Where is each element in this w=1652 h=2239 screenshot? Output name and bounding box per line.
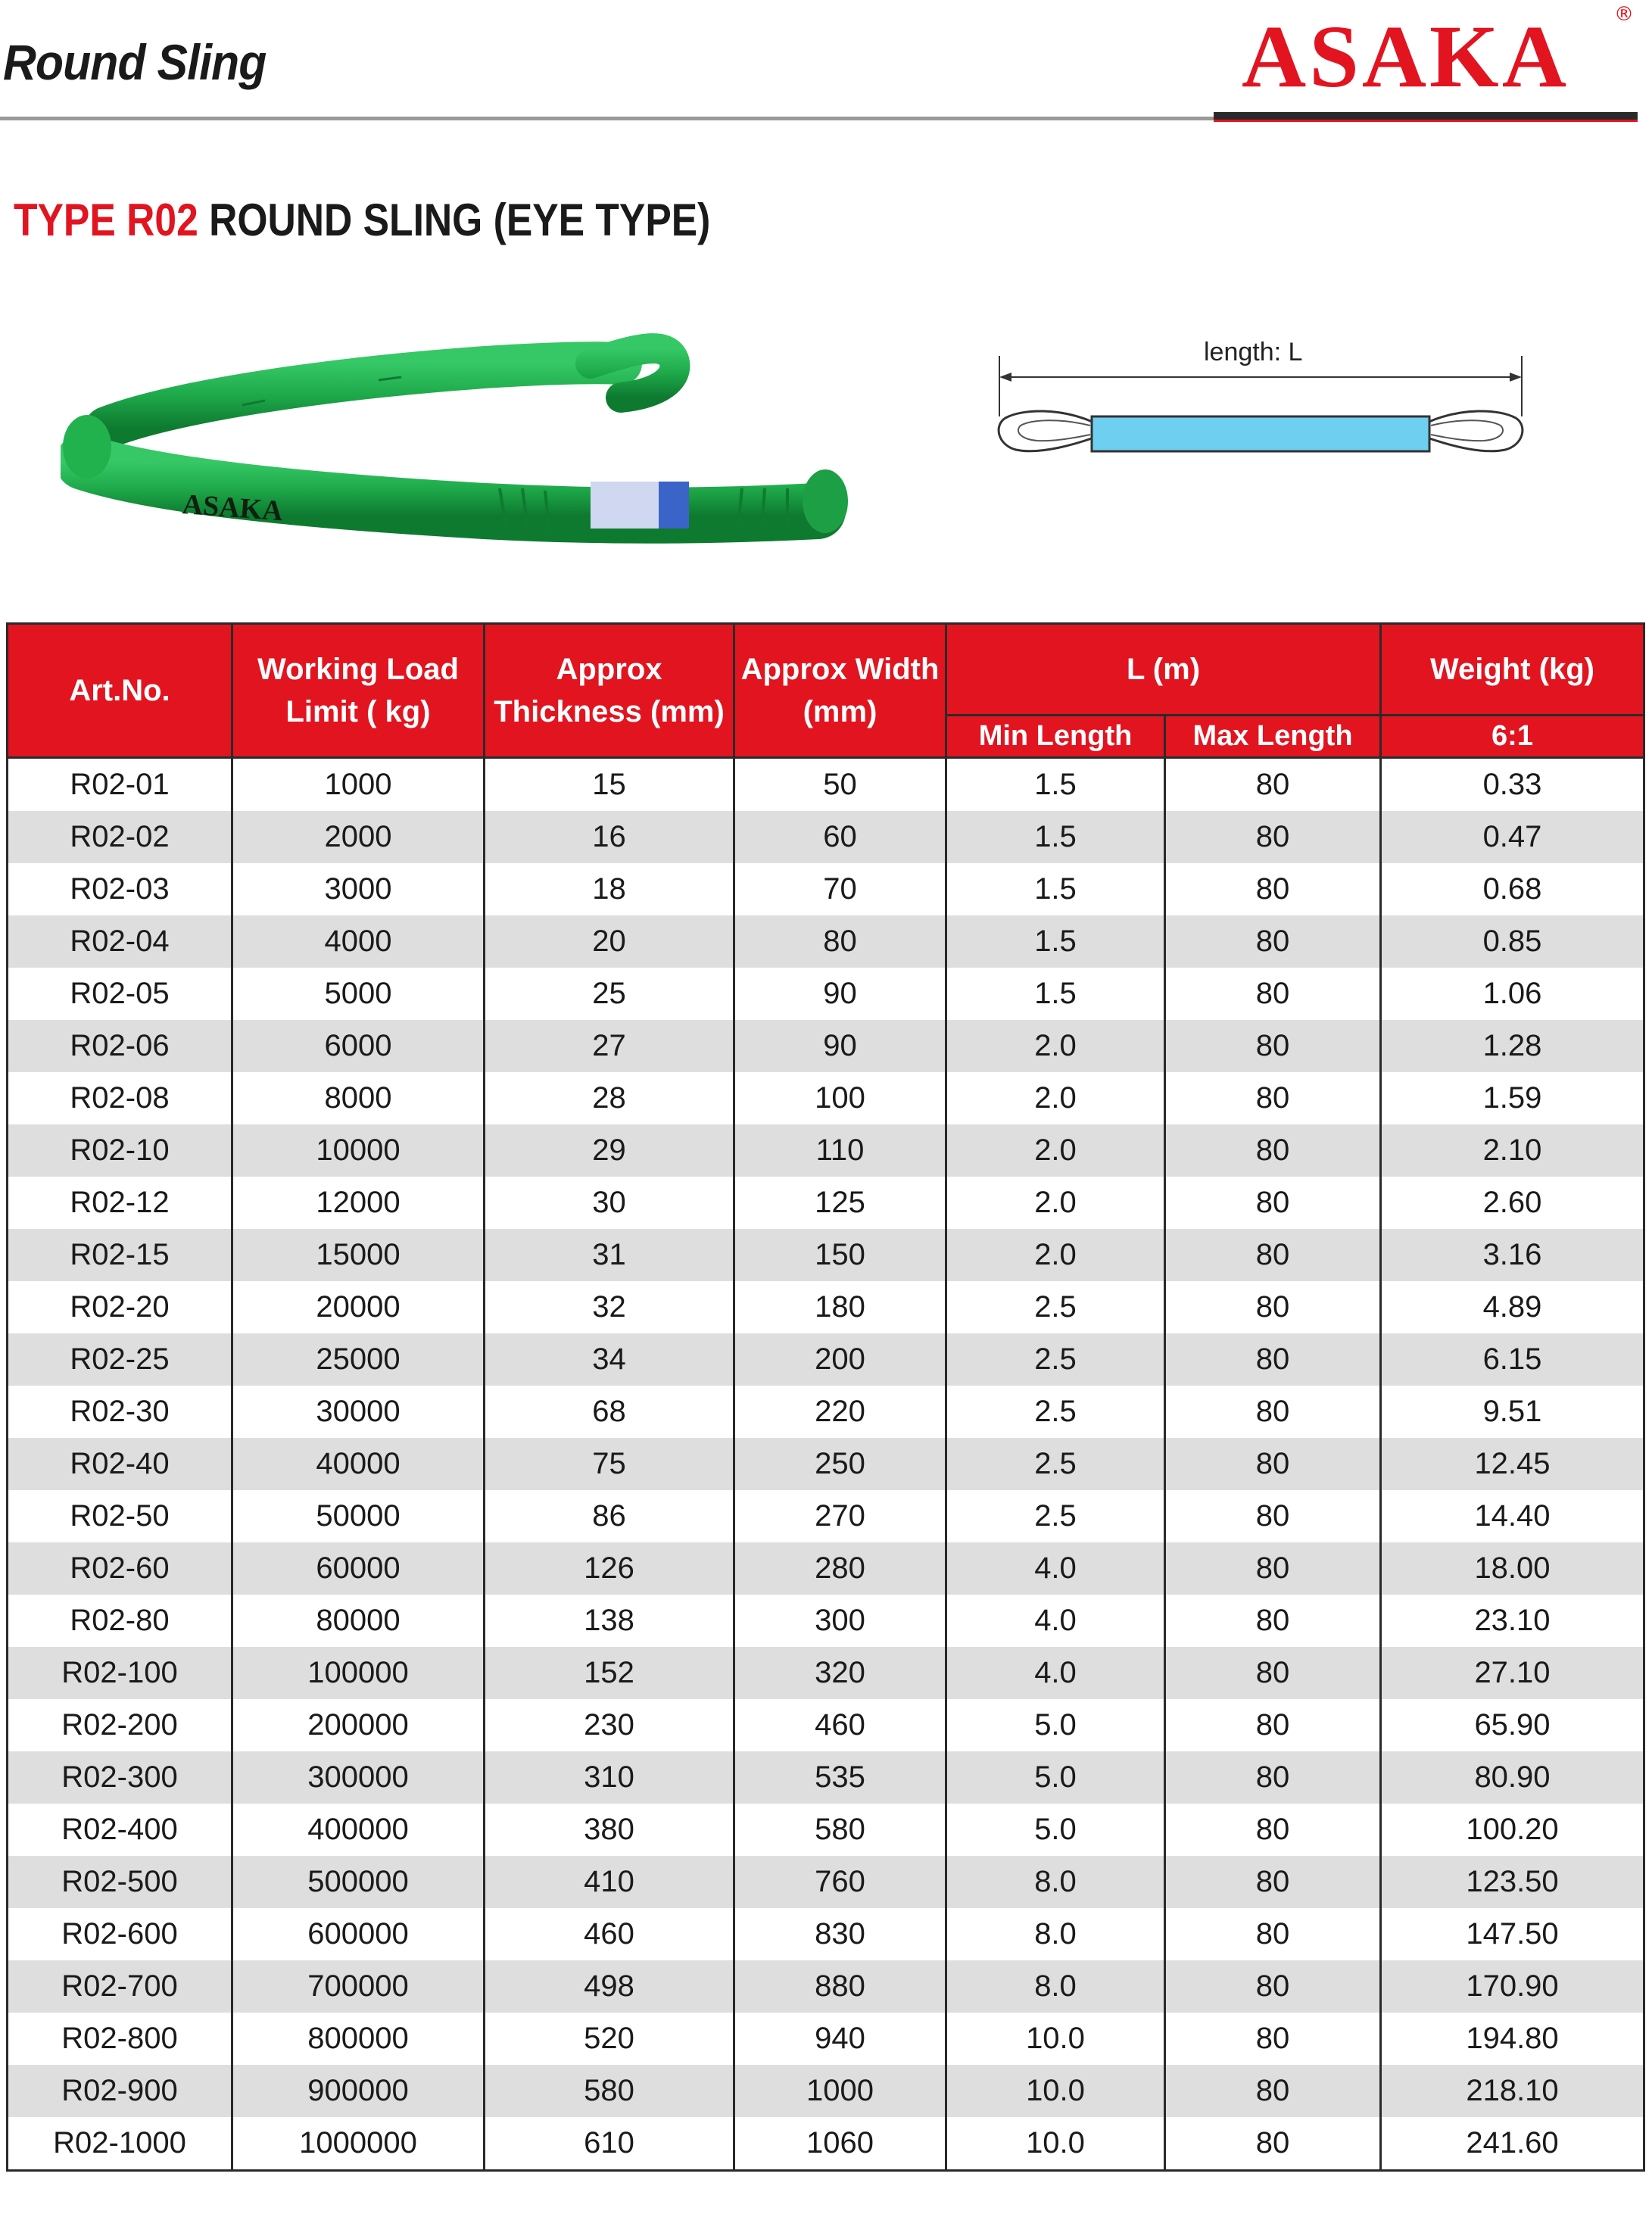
cell-max-length: 80 bbox=[1165, 2065, 1381, 2117]
table-row bbox=[8, 2117, 1644, 2171]
cell-min-length: 5.0 bbox=[946, 1751, 1165, 1804]
cell-art-no: R02-60 bbox=[8, 1542, 232, 1595]
cell-thickness: 31 bbox=[485, 1229, 734, 1281]
cell-thickness: 68 bbox=[485, 1386, 734, 1438]
header-width: Approx Width (mm) bbox=[734, 624, 946, 758]
header-length: L (m) bbox=[946, 624, 1381, 716]
cell-max-length: 80 bbox=[1165, 1751, 1381, 1804]
cell-width: 580 bbox=[734, 1804, 946, 1856]
table-row bbox=[8, 1124, 1644, 1177]
cell-wll: 400000 bbox=[232, 1804, 485, 1856]
header-max-length: Max Length bbox=[1165, 716, 1381, 758]
cell-thickness: 25 bbox=[485, 968, 734, 1020]
cell-max-length: 80 bbox=[1165, 1177, 1381, 1229]
cell-max-length: 80 bbox=[1165, 758, 1381, 812]
cell-art-no: R02-900 bbox=[8, 2065, 232, 2117]
cell-thickness: 86 bbox=[485, 1490, 734, 1542]
cell-min-length: 8.0 bbox=[946, 1856, 1165, 1908]
cell-thickness: 310 bbox=[485, 1751, 734, 1804]
table-row bbox=[8, 758, 1644, 812]
cell-max-length: 80 bbox=[1165, 1856, 1381, 1908]
cell-min-length: 2.0 bbox=[946, 1177, 1165, 1229]
cell-min-length: 5.0 bbox=[946, 1699, 1165, 1751]
registered-mark: ® bbox=[1614, 3, 1634, 26]
cell-wll: 100000 bbox=[232, 1647, 485, 1699]
cell-thickness: 29 bbox=[485, 1124, 734, 1177]
table-row bbox=[8, 1960, 1644, 2013]
cell-weight: 14.40 bbox=[1381, 1490, 1644, 1542]
cell-width: 150 bbox=[734, 1229, 946, 1281]
table-row bbox=[8, 1177, 1644, 1229]
type-title: ROUND SLING (EYE TYPE) bbox=[209, 195, 711, 245]
cell-width: 300 bbox=[734, 1595, 946, 1647]
header-art-no: Art.No. bbox=[8, 624, 232, 758]
cell-max-length: 80 bbox=[1165, 915, 1381, 968]
table-row bbox=[8, 2065, 1644, 2117]
cell-wll: 600000 bbox=[232, 1908, 485, 1960]
cell-thickness: 32 bbox=[485, 1281, 734, 1333]
cell-wll: 40000 bbox=[232, 1438, 485, 1490]
cell-weight: 194.80 bbox=[1381, 2013, 1644, 2065]
cell-weight: 27.10 bbox=[1381, 1647, 1644, 1699]
cell-thickness: 75 bbox=[485, 1438, 734, 1490]
header-rule bbox=[0, 117, 1214, 120]
cell-min-length: 2.5 bbox=[946, 1438, 1165, 1490]
table-row bbox=[8, 1020, 1644, 1072]
cell-wll: 15000 bbox=[232, 1229, 485, 1281]
cell-thickness: 498 bbox=[485, 1960, 734, 2013]
cell-min-length: 1.5 bbox=[946, 811, 1165, 863]
cell-wll: 700000 bbox=[232, 1960, 485, 2013]
table-row bbox=[8, 1699, 1644, 1751]
cell-width: 760 bbox=[734, 1856, 946, 1908]
cell-wll: 1000000 bbox=[232, 2117, 485, 2171]
header-min-length: Min Length bbox=[946, 716, 1165, 758]
cell-min-length: 1.5 bbox=[946, 758, 1165, 812]
cell-max-length: 80 bbox=[1165, 1699, 1381, 1751]
cell-width: 220 bbox=[734, 1386, 946, 1438]
cell-min-length: 4.0 bbox=[946, 1542, 1165, 1595]
cell-art-no: R02-50 bbox=[8, 1490, 232, 1542]
cell-thickness: 410 bbox=[485, 1856, 734, 1908]
cell-weight: 147.50 bbox=[1381, 1908, 1644, 1960]
table-row bbox=[8, 1908, 1644, 1960]
cell-weight: 0.85 bbox=[1381, 915, 1644, 968]
cell-art-no: R02-01 bbox=[8, 758, 232, 812]
header-ratio: 6:1 bbox=[1381, 716, 1644, 758]
cell-max-length: 80 bbox=[1165, 1072, 1381, 1124]
cell-weight: 123.50 bbox=[1381, 1856, 1644, 1908]
cell-thickness: 230 bbox=[485, 1699, 734, 1751]
cell-min-length: 2.5 bbox=[946, 1490, 1165, 1542]
cell-art-no: R02-20 bbox=[8, 1281, 232, 1333]
cell-thickness: 15 bbox=[485, 758, 734, 812]
cell-weight: 3.16 bbox=[1381, 1229, 1644, 1281]
cell-width: 180 bbox=[734, 1281, 946, 1333]
cell-art-no: R02-600 bbox=[8, 1908, 232, 1960]
cell-wll: 25000 bbox=[232, 1333, 485, 1386]
cell-thickness: 152 bbox=[485, 1647, 734, 1699]
cell-wll: 2000 bbox=[232, 811, 485, 863]
cell-thickness: 460 bbox=[485, 1908, 734, 1960]
cell-weight: 170.90 bbox=[1381, 1960, 1644, 2013]
cell-wll: 6000 bbox=[232, 1020, 485, 1072]
cell-thickness: 610 bbox=[485, 2117, 734, 2171]
table-row bbox=[8, 1595, 1644, 1647]
table-row bbox=[8, 1281, 1644, 1333]
cell-width: 50 bbox=[734, 758, 946, 812]
cell-art-no: R02-25 bbox=[8, 1333, 232, 1386]
cell-weight: 218.10 bbox=[1381, 2065, 1644, 2117]
cell-art-no: R02-30 bbox=[8, 1386, 232, 1438]
cell-min-length: 2.0 bbox=[946, 1020, 1165, 1072]
cell-weight: 1.59 bbox=[1381, 1072, 1644, 1124]
cell-wll: 1000 bbox=[232, 758, 485, 812]
cell-weight: 1.06 bbox=[1381, 968, 1644, 1020]
cell-min-length: 1.5 bbox=[946, 915, 1165, 968]
cell-thickness: 520 bbox=[485, 2013, 734, 2065]
cell-min-length: 2.0 bbox=[946, 1072, 1165, 1124]
cell-weight: 12.45 bbox=[1381, 1438, 1644, 1490]
cell-width: 250 bbox=[734, 1438, 946, 1490]
cell-width: 90 bbox=[734, 1020, 946, 1072]
table-row bbox=[8, 1333, 1644, 1386]
cell-width: 200 bbox=[734, 1333, 946, 1386]
cell-wll: 50000 bbox=[232, 1490, 485, 1542]
cell-width: 880 bbox=[734, 1960, 946, 2013]
cell-thickness: 126 bbox=[485, 1542, 734, 1595]
cell-thickness: 580 bbox=[485, 2065, 734, 2117]
cell-weight: 6.15 bbox=[1381, 1333, 1644, 1386]
cell-width: 940 bbox=[734, 2013, 946, 2065]
header-wll: Working Load Limit ( kg) bbox=[232, 624, 485, 758]
cell-min-length: 2.5 bbox=[946, 1386, 1165, 1438]
cell-thickness: 138 bbox=[485, 1595, 734, 1647]
cell-max-length: 80 bbox=[1165, 1490, 1381, 1542]
table-row bbox=[8, 2013, 1644, 2065]
cell-width: 90 bbox=[734, 968, 946, 1020]
cell-weight: 9.51 bbox=[1381, 1386, 1644, 1438]
cell-weight: 241.60 bbox=[1381, 2117, 1644, 2171]
cell-max-length: 80 bbox=[1165, 1386, 1381, 1438]
cell-art-no: R02-200 bbox=[8, 1699, 232, 1751]
cell-width: 460 bbox=[734, 1699, 946, 1751]
cell-wll: 3000 bbox=[232, 863, 485, 915]
cell-width: 125 bbox=[734, 1177, 946, 1229]
cell-weight: 80.90 bbox=[1381, 1751, 1644, 1804]
header-rule-red bbox=[1214, 120, 1638, 122]
cell-max-length: 80 bbox=[1165, 2013, 1381, 2065]
cell-weight: 18.00 bbox=[1381, 1542, 1644, 1595]
cell-art-no: R02-08 bbox=[8, 1072, 232, 1124]
cell-art-no: R02-04 bbox=[8, 915, 232, 968]
cell-min-length: 2.5 bbox=[946, 1333, 1165, 1386]
cell-art-no: R02-300 bbox=[8, 1751, 232, 1804]
type-label: TYPE R02 bbox=[14, 195, 198, 245]
table-row bbox=[8, 863, 1644, 915]
table-row bbox=[8, 1647, 1644, 1699]
cell-max-length: 80 bbox=[1165, 1229, 1381, 1281]
cell-thickness: 30 bbox=[485, 1177, 734, 1229]
cell-max-length: 80 bbox=[1165, 2117, 1381, 2171]
cell-min-length: 10.0 bbox=[946, 2065, 1165, 2117]
cell-art-no: R02-10 bbox=[8, 1124, 232, 1177]
cell-art-no: R02-06 bbox=[8, 1020, 232, 1072]
cell-thickness: 28 bbox=[485, 1072, 734, 1124]
cell-art-no: R02-02 bbox=[8, 811, 232, 863]
cell-width: 830 bbox=[734, 1908, 946, 1960]
cell-weight: 0.33 bbox=[1381, 758, 1644, 812]
cell-wll: 4000 bbox=[232, 915, 485, 968]
cell-max-length: 80 bbox=[1165, 968, 1381, 1020]
cell-wll: 30000 bbox=[232, 1386, 485, 1438]
table-row bbox=[8, 1072, 1644, 1124]
cell-art-no: R02-700 bbox=[8, 1960, 232, 2013]
cell-weight: 2.10 bbox=[1381, 1124, 1644, 1177]
cell-art-no: R02-40 bbox=[8, 1438, 232, 1490]
cell-min-length: 10.0 bbox=[946, 2013, 1165, 2065]
cell-min-length: 10.0 bbox=[946, 2117, 1165, 2171]
cell-width: 110 bbox=[734, 1124, 946, 1177]
cell-width: 100 bbox=[734, 1072, 946, 1124]
table-row bbox=[8, 1751, 1644, 1804]
header-weight: Weight (kg) bbox=[1381, 624, 1644, 716]
cell-thickness: 380 bbox=[485, 1804, 734, 1856]
cell-min-length: 4.0 bbox=[946, 1647, 1165, 1699]
cell-width: 280 bbox=[734, 1542, 946, 1595]
cell-weight: 0.47 bbox=[1381, 811, 1644, 863]
cell-max-length: 80 bbox=[1165, 1595, 1381, 1647]
table-row bbox=[8, 915, 1644, 968]
cell-max-length: 80 bbox=[1165, 1333, 1381, 1386]
cell-min-length: 5.0 bbox=[946, 1804, 1165, 1856]
table-row bbox=[8, 1229, 1644, 1281]
cell-max-length: 80 bbox=[1165, 1960, 1381, 2013]
spec-table bbox=[6, 622, 1645, 2172]
cell-weight: 0.68 bbox=[1381, 863, 1644, 915]
cell-art-no: R02-400 bbox=[8, 1804, 232, 1856]
diagram-length-label: length: L bbox=[1204, 338, 1303, 366]
cell-thickness: 18 bbox=[485, 863, 734, 915]
cell-wll: 300000 bbox=[232, 1751, 485, 1804]
table-row bbox=[8, 1386, 1644, 1438]
cell-wll: 800000 bbox=[232, 2013, 485, 2065]
cell-weight: 23.10 bbox=[1381, 1595, 1644, 1647]
cell-width: 70 bbox=[734, 863, 946, 915]
cell-wll: 12000 bbox=[232, 1177, 485, 1229]
cell-min-length: 8.0 bbox=[946, 1960, 1165, 2013]
cell-wll: 80000 bbox=[232, 1595, 485, 1647]
cell-width: 1000 bbox=[734, 2065, 946, 2117]
cell-wll: 20000 bbox=[232, 1281, 485, 1333]
cell-max-length: 80 bbox=[1165, 1647, 1381, 1699]
cell-max-length: 80 bbox=[1165, 1542, 1381, 1595]
cell-min-length: 4.0 bbox=[946, 1595, 1165, 1647]
cell-thickness: 27 bbox=[485, 1020, 734, 1072]
cell-art-no: R02-12 bbox=[8, 1177, 232, 1229]
cell-thickness: 34 bbox=[485, 1333, 734, 1386]
cell-art-no: R02-800 bbox=[8, 2013, 232, 2065]
cell-wll: 8000 bbox=[232, 1072, 485, 1124]
cell-max-length: 80 bbox=[1165, 1124, 1381, 1177]
cell-weight: 65.90 bbox=[1381, 1699, 1644, 1751]
cell-art-no: R02-05 bbox=[8, 968, 232, 1020]
table-row bbox=[8, 1490, 1644, 1542]
cell-width: 80 bbox=[734, 915, 946, 968]
cell-wll: 60000 bbox=[232, 1542, 485, 1595]
cell-thickness: 16 bbox=[485, 811, 734, 863]
cell-weight: 100.20 bbox=[1381, 1804, 1644, 1856]
table-row bbox=[8, 811, 1644, 863]
cell-min-length: 2.0 bbox=[946, 1229, 1165, 1281]
cell-art-no: R02-03 bbox=[8, 863, 232, 915]
section-title bbox=[14, 194, 710, 246]
brand-logo: ASAKA bbox=[1242, 7, 1570, 106]
cell-art-no: R02-500 bbox=[8, 1856, 232, 1908]
cell-min-length: 1.5 bbox=[946, 968, 1165, 1020]
table-row bbox=[8, 1542, 1644, 1595]
cell-min-length: 8.0 bbox=[946, 1908, 1165, 1960]
cell-min-length: 1.5 bbox=[946, 863, 1165, 915]
cell-wll: 500000 bbox=[232, 1856, 485, 1908]
cell-min-length: 2.0 bbox=[946, 1124, 1165, 1177]
cell-weight: 1.28 bbox=[1381, 1020, 1644, 1072]
cell-wll: 10000 bbox=[232, 1124, 485, 1177]
cell-width: 1060 bbox=[734, 2117, 946, 2171]
cell-art-no: R02-1000 bbox=[8, 2117, 232, 2171]
cell-max-length: 80 bbox=[1165, 1281, 1381, 1333]
cell-thickness: 20 bbox=[485, 915, 734, 968]
cell-wll: 5000 bbox=[232, 968, 485, 1020]
cell-weight: 2.60 bbox=[1381, 1177, 1644, 1229]
cell-max-length: 80 bbox=[1165, 811, 1381, 863]
cell-width: 535 bbox=[734, 1751, 946, 1804]
product-photo bbox=[61, 333, 863, 560]
cell-width: 320 bbox=[734, 1647, 946, 1699]
header-thickness: Approx Thickness (mm) bbox=[485, 624, 734, 758]
cell-max-length: 80 bbox=[1165, 1020, 1381, 1072]
cell-max-length: 80 bbox=[1165, 1804, 1381, 1856]
page-title: Round Sling bbox=[3, 34, 267, 90]
cell-weight: 4.89 bbox=[1381, 1281, 1644, 1333]
cell-min-length: 2.5 bbox=[946, 1281, 1165, 1333]
cell-max-length: 80 bbox=[1165, 1908, 1381, 1960]
header-rule-accent bbox=[1214, 112, 1638, 120]
photo-brand-text: ASAKA bbox=[181, 488, 285, 528]
cell-width: 270 bbox=[734, 1490, 946, 1542]
table-row bbox=[8, 968, 1644, 1020]
cell-art-no: R02-80 bbox=[8, 1595, 232, 1647]
cell-max-length: 80 bbox=[1165, 1438, 1381, 1490]
cell-wll: 200000 bbox=[232, 1699, 485, 1751]
cell-wll: 900000 bbox=[232, 2065, 485, 2117]
cell-max-length: 80 bbox=[1165, 863, 1381, 915]
table-row bbox=[8, 1804, 1644, 1856]
cell-width: 60 bbox=[734, 811, 946, 863]
cell-art-no: R02-100 bbox=[8, 1647, 232, 1699]
cell-art-no: R02-15 bbox=[8, 1229, 232, 1281]
table-row bbox=[8, 1856, 1644, 1908]
table-row bbox=[8, 1438, 1644, 1490]
